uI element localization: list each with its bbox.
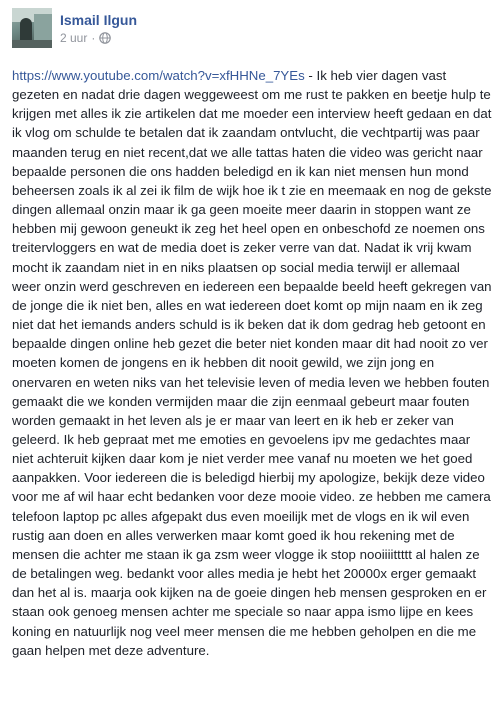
avatar[interactable] bbox=[12, 8, 52, 48]
post-meta bbox=[60, 11, 137, 46]
post-subline bbox=[60, 30, 137, 46]
separator-dot: · bbox=[91, 30, 96, 45]
author-name[interactable]: Ismail Ilgun bbox=[60, 11, 138, 28]
youtube-link[interactable]: https://www.youtube.com/watch?v=xfHHNe_7YEs bbox=[12, 68, 305, 83]
globe-icon[interactable] bbox=[99, 32, 111, 44]
post-body bbox=[12, 66, 492, 660]
post-header bbox=[12, 8, 137, 48]
post-text: - Ik heb vier dagen vast gezeten en nadat drie dagen weggeweest om me rust te pakken en beetje hulp te krijgen met alles ik zie artikelen dat me moeder een interview heeft gedaan en dat ik vlog om schulde te betalen dat ik zaandam ontvlucht, die vechtpartij was paar maanden terug en niet recent,dat we alle tattas haten die video was gericht naar bepaalde personen die ons hadden beledigd en ik kan niet mensen hun mond beheersen zoals ik al zei ik film de wijk hoe ik t zie en meemaak en nog de gekste dingen allemaal onzin maar ik ga geen moeite meer daarin in stoppen want ze hebben mij gewoon geneukt ik zeg het heel open en onbeschofd ze noemen ons treitervloggers en wat de media doet is zeker verre van dat. Nadat ik vrij kwam mocht ik zaandam niet in en niks plaatsen op social media terwijl er allemaal weer onzin werd geschreven en iedereen een bepaalde beeld heeft gekregen van de jonge die ik niet ben, alles en wat iedereen doet komt op mijn naam en ik zeg niet dat het iemands anders schuld is ik beken dat ik dom gedrag heb getoont en bepaalde dingen online heb gezet die beter niet konden maar dit had nooit zo ver moeten komen de jongens en ik hebben dit nooit gewild, we zijn jong en onervaren en weten niks van het televisie leven of media leven we hebben fouten gemaakt die we konden vermijden maar die zijn eenmaal gebeurt maar fouten worden gemaakt in het leven als je er maar van leert en ik heb er zeker van geleerd. Ik heb gepraat met me emoties en gevoelens ipv me gedachtes maar niet achteruit kijken daar kom je niet verder mee vanaf nu moeten we het goed aanpakken. Voor iedereen die is beledigd hierbij my apologize, bekijk deze video voor me af wil haar echt bedanken voor deze mooie video. ze hebben me camera telefoon laptop pc alles afgepakt dus even moeilijk met de vlogs en ik wil even rustig aan doen en alles verwerken maar komt goed ik hou rekening met de mensen die achter me staan ik ga zsm weer vlogge ik stop nooiiiittttt al halen ze de betalingen weg. bedankt voor alles media je hebt het 20000x erger gemaakt dan het al is. maarja ook kijken na de goeie dingen heb mensen gesproken en er staan ook genoeg mensen achter me speciale so naar appa ismo lijpe en kees koning en natuurlijk nog veel meer mensen die me hebben geholpen en die me gaan helpen met deze adventure. bbox=[12, 68, 492, 658]
post-timestamp[interactable]: 2 uur bbox=[60, 30, 88, 45]
